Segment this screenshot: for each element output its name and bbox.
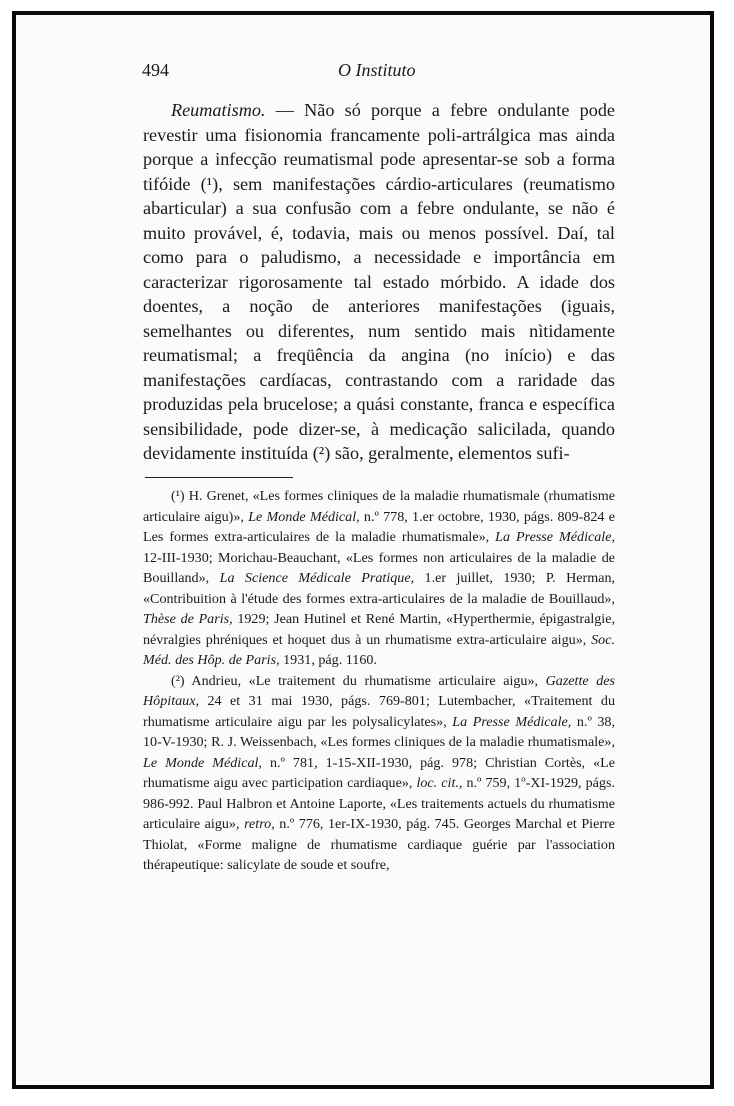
- section-lead: Reumatismo.: [171, 100, 266, 120]
- footnotes: [143, 486, 615, 876]
- footnote-rule: [145, 477, 293, 478]
- page-header: [132, 52, 622, 82]
- footnote-marker: (²): [171, 672, 185, 689]
- footnote-marker: (¹): [171, 488, 185, 504]
- running-title: O Instituto: [338, 60, 416, 80]
- body-text: [143, 98, 615, 466]
- body-paragraph: [143, 98, 615, 466]
- footnote-2: (²) Andrieu, «Le traitement du rhumatisme articulaire aigu», Gazette des Hôpitaux, 24 et 31 mai 1930, págs. 769-801; Lutembacher, «Traitement du rhumatisme articulaire aigu par les polysalicylates», La Presse Médicale, n.º 38, 10-V-1930; R. J. Weissenbach, «Les formes cliniques de la maladie rhumatismale», Le Monde Médical, n.º 781, 1-15-XII-1930, pág. 978; Christian Cortès, «Le rhumatisme aigu avec participation cardiaque», loc. cit., n.º 759, 1º-XI-1929, págs. 986-992. Paul Halbron et Antoine Laporte, «Les traitements actuels du rhumatisme articulaire aigu», retro, n.º 776, 1er-IX-1930, pág. 745. Georges Marchal et Pierre Thiolat, «Forme maligne de rhumatisme cardiaque guérie par l'association thérapeutique: salicylate de soude et soufre,: [143, 672, 616, 873]
- page-number: 494: [142, 60, 169, 80]
- footnote-1: (¹) H. Grenet, «Les formes cliniques de la maladie rhumatismale (rhumatisme articulaire aigu)», Le Monde Médical, n.º 778, 1.er octobre, 1930, págs. 809-824 e Les formes extra-articulaires de la maladie rhumatismale», La Presse Médicale, 12-III-1930; Morichau-Beauchant, «Les formes non articulaires de la maladie de Bouilland», La Science Médicale Pratique, 1.er juillet, 1930; P. Herman, «Contribuition à l'étude des formes extra-articulaires de la maladie de Bouillaud», Thèse de Paris, 1929; Jean Hutinel et René Martin, «Hyperthermie, épigastralgie, névralgies phréniques et hoquet dus à un rhumatisme extra-articulaire aigu», Soc. Méd. des Hôp. de Paris, 1931, pág. 1160.: [143, 488, 616, 668]
- paragraph-text: — Não só porque a febre ondulante pode revestir uma fisionomia francamente poli-artrálgica mas ainda porque a infecção reumatismal pode apresentar-se sob a forma tifóide (¹), sem manifestações cárdio-articulares (reumatismo abarticular) a sua confusão com a febre ondulante, se não é muito provável, é, todavia, mais ou menos possível. Daí, tal como para o paludismo, a necessidade e importância em caracterizar rigorosamente tal estado mórbido. A idade dos doentes, a noção de anteriores manifestações (iguais, semelhantes ou diferentes, num sentido mais nìtidamente reumatismal; a freqüência da angina (no início) e das manifestações cardíacas, contrastando com a raridade das produzidas pela brucelose; a quási constante, franca e específica sensibilidade, pode dizer-se, à medicação salicilada, quando devidamente instituída (²) são, geralmente, elementos sufi-: [143, 100, 615, 463]
